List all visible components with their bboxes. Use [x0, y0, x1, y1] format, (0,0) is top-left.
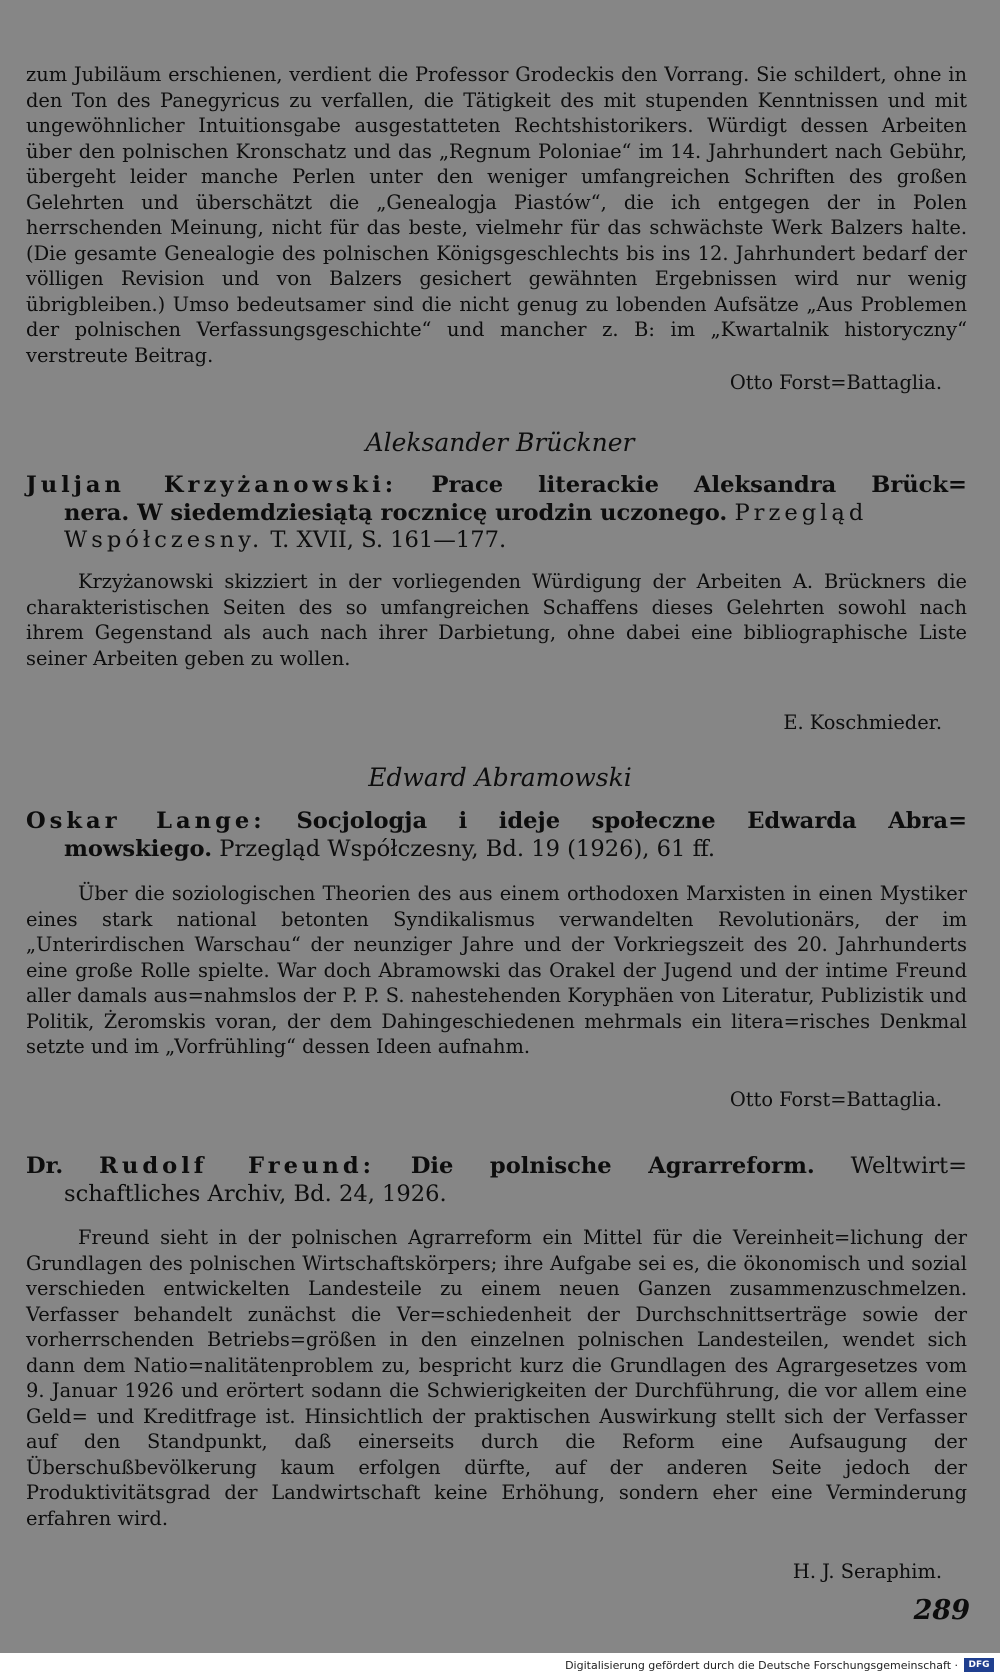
review-paragraph-grodecki: zum Jubiläum erschienen, verdient die Professor Grodeckis den Vorrang. Sie schildert, ohne in den Ton des Panegyricus zu verfallen, die Tätigkeit des mit stupenden Kenntnissen und mit ungewöhnlicher Intuitionsgabe ausgestatteten Rechtshistorikers. Würdigt dessen Arbeiten über den polnischen Kronschatz und das „Regnum Poloniae“ im 14. Jahrhundert nach Gebühr, übergeht leider manche Perlen unter den weniger umfangreichen Schriften des großen Gelehrten und überschätzt die „Genealogja Piastów“, die ich entgegen der in Polen herrschenden Meinung, nicht für das beste, vielmehr für das schwächste Werk Balzers halte. (Die gesamte Genealogie des polnischen Königsgeschlechts bis ins 12. Jahrhundert bedarf der völligen Revision und von Balzers gesichert gewähnten Ergebnissen wird nur wenig übrigbleiben.) Umso bedeutsamer sind die nicht genug zu lobenden Aufsätze „Aus Problemen der polnischen Verfassungsgeschichte“ und mancher z. B: im „Kwartalnik historyczny“ verstreute Beitrag. [26, 63, 967, 368]
funding-credit: Digitalisierung gefördert durch die Deutsche Forschungsgemeinschaft · [565, 1659, 958, 1672]
review-signature-seraphim: H. J. Seraphim. [792, 1560, 942, 1583]
entry-prefix: Dr. [26, 1153, 64, 1179]
review-paragraph-krzyzanowski: Krzyżanowski skizziert in der vorliegenden Würdigung der Arbeiten A. Brückners die charakteristischen Seiten des so umfangreichen Schaffens dieses Gelehrten sowohl nach ihrem Gegenstand als auch nach ihrer Darbietung, ohne dabei eine bibliographische Liste seiner Arbeiten geben zu wollen. [26, 570, 967, 670]
entry-continuation [26, 1181, 967, 1209]
section-heading-brueckner: Aleksander Brückner [365, 428, 635, 457]
page-number: 289 [913, 1595, 970, 1626]
entry-reference-part1: Weltwirt= [850, 1153, 968, 1179]
entry-continuation [26, 500, 967, 555]
review-paragraph-freund: Freund sieht in der polnischen Agrarreform ein Mittel für die Vereinheit=lichung der Grundlagen des polnischen Wirtschaftskörpers; ihre Aufgabe sei es, die ökonomisch und sozial verschieden entwickelten Landesteile zu einem neuen Ganzen zusammenzuschmelzen. Verfasser behandelt zunächst die Ver=schiedenheit der Durchschnittserträge sowie der vorherrschenden Betriebs=größen in den einzelnen polnischen Landesteilen, wendet sich dann dem Natio=nalitätenproblem zu, bespricht kurz die Grundlagen des Agrargesetzes vom 9. Januar 1926 und erörtert sodann die Schwierigkeiten der Durchführung, die vor allem eine Geld= und Kreditfrage ist. Hinsichtlich der praktischen Auswirkung stellt sich der Verfasser auf den Standpunkt, daß einerseits durch die Reform eine Aufsaugung der Überschußbevölkerung kaum erfolgen dürfte, auf der anderen Seite jedoch der Produktivitätsgrad der Landwirtschaft keine Erhöhung, sondern eher eine Verminderung erfahren wird. [26, 1226, 967, 1531]
entry-title: Die polnische Agrarreform. [410, 1153, 815, 1179]
bibliographic-entry-lange [26, 808, 967, 863]
bibliographic-entry-krzyzanowski [26, 472, 967, 555]
entry-continuation [26, 836, 967, 864]
section-heading-abramowski: Edward Abramowski [368, 763, 632, 792]
entry-author: Oskar Lange: [26, 808, 266, 834]
entry-title-part2: nera. W siedemdziesiątą rocznicę urodzin uczonego. [64, 499, 728, 526]
entry-reference: T. XVII, S. 161—177. [270, 527, 507, 553]
review-signature-forst-battaglia-2: Otto Forst=Battaglia. [729, 1088, 942, 1111]
review-signature-koschmieder: E. Koschmieder. [783, 711, 942, 734]
dfg-logo-icon: DFG [964, 1658, 994, 1672]
bibliographic-entry-freund [26, 1153, 967, 1208]
entry-title-part1: Socjologja i ideje społeczne Edwarda Abra= [296, 808, 967, 834]
entry-first-line [26, 808, 967, 836]
review-paragraph-lange: Über die soziologischen Theorien des aus einem orthodoxen Marxisten in einen Mystiker eines stark national betonten Syndikalismus verwandelten Revolutionärs, der im „Unterirdischen Warschau“ der neunziger Jahre und der Vorkriegszeit des 20. Jahrhunderts eine große Rolle spielte. War doch Abramowski das Orakel der Jugend und der intime Freund aller damals aus=nahmslos der P. P. S. nahestehenden Koryphäen von Literatur, Publizistik und Politik, Żeromskis voran, der dem Dahingeschiedenen mehrmals ein litera=risches Denkmal setzte und im „Vorfrühling“ dessen Ideen aufnahm. [26, 882, 967, 1059]
entry-reference: Przegląd Współczesny, Bd. 19 (1926), 61 ff. [219, 835, 716, 862]
entry-journal: Przegląd Współczesny. [64, 499, 868, 553]
entry-author: Juljan Krzyżanowski: [26, 472, 398, 498]
entry-title-part1: Prace literackie Aleksandra Brück= [431, 472, 967, 498]
entry-title-part2: mowskiego. [64, 835, 213, 862]
entry-reference-part2: schaftliches Archiv, Bd. 24, 1926. [64, 1180, 447, 1207]
review-signature-forst-battaglia-1: Otto Forst=Battaglia. [729, 371, 942, 394]
entry-first-line [26, 1153, 967, 1181]
entry-author: Rudolf Freund: [99, 1153, 375, 1179]
digitization-footer [0, 1653, 1000, 1679]
entry-first-line [26, 472, 967, 500]
